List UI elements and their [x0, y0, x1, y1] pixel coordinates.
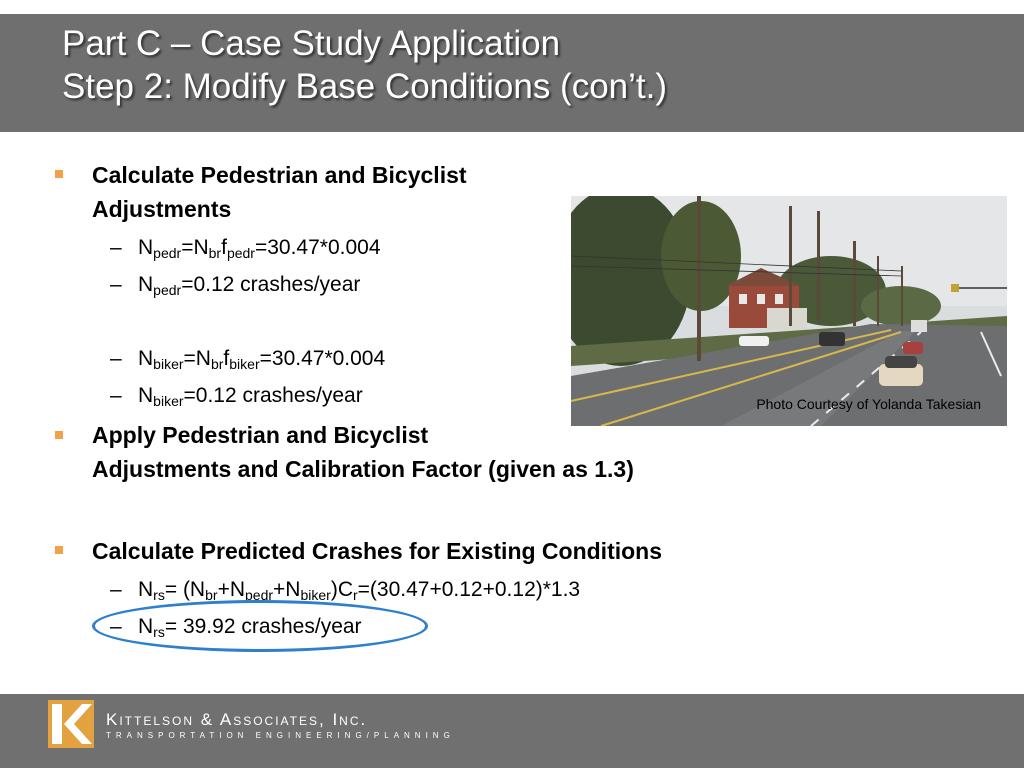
sub-bullet-dash: –	[110, 236, 122, 259]
eq-subscript: r	[353, 587, 358, 603]
eq-part: )C	[330, 578, 353, 601]
bullet-pedestrian-bicyclist	[92, 158, 467, 226]
eq-symbol: N	[138, 384, 154, 407]
eq-subscript: pedr	[226, 245, 255, 261]
title-line-1: Part C – Case Study Application	[62, 24, 561, 63]
sub-bullet-dash: –	[110, 615, 122, 638]
eq-part: =0.12 crashes/year	[181, 273, 361, 296]
road-photo	[571, 196, 1007, 426]
eq-part: =0.12 crashes/year	[183, 384, 363, 407]
equation-nbiker-formula	[110, 344, 385, 374]
sub-bullet-dash: –	[110, 347, 122, 370]
eq-part: =N	[181, 236, 209, 259]
eq-part: =(30.47+0.12+0.12)*1.3	[357, 578, 581, 601]
eq-subscript: br	[205, 587, 218, 603]
bullet-text-line: Calculate Predicted Crashes for Existing Conditions	[92, 538, 663, 564]
bullet-marker	[55, 170, 63, 178]
eq-part: =N	[183, 347, 211, 370]
sub-bullet-dash: –	[110, 273, 122, 296]
eq-symbol: N	[138, 578, 154, 601]
bullet-marker	[55, 431, 63, 439]
slide-title	[62, 22, 667, 108]
road-scene-illustration	[571, 196, 1007, 426]
equation-npedr-result	[110, 270, 360, 300]
bullet-apply-adjustments	[92, 418, 634, 486]
bullet-text-line: Adjustments and Calibration Factor (given as 1.3)	[92, 456, 634, 482]
eq-subscript: pedr	[245, 587, 274, 603]
bullet-text-line: Apply Pedestrian and Bicyclist	[92, 422, 429, 448]
equation-nbiker-result	[110, 381, 363, 411]
top-strip	[0, 0, 1024, 14]
eq-symbol: N	[138, 347, 154, 370]
eq-subscript: biker	[153, 393, 184, 409]
equation-npedr-formula	[110, 233, 381, 263]
bullet-text-line: Adjustments	[92, 196, 232, 222]
company-name: Kittelson & Associates, Inc.	[106, 710, 368, 729]
eq-part: f	[223, 347, 230, 370]
eq-subscript: rs	[153, 624, 165, 640]
eq-part: =30.47*0.004	[254, 236, 381, 259]
eq-subscript: biker	[229, 356, 260, 372]
result-highlight-ellipse	[92, 600, 428, 652]
sub-bullet-dash: –	[110, 384, 122, 407]
bullet-predicted-crashes	[92, 534, 662, 568]
eq-subscript: rs	[153, 587, 165, 603]
eq-part: f	[221, 236, 227, 259]
bullet-marker	[55, 546, 63, 554]
eq-part: =30.47*0.004	[259, 347, 386, 370]
sub-bullet-dash: –	[110, 578, 122, 601]
eq-subscript: biker	[300, 587, 331, 603]
title-line-2: Step 2: Modify Base Conditions (con’t.)	[62, 67, 668, 106]
equation-nrs-formula	[110, 575, 580, 605]
eq-symbol: N	[138, 236, 154, 259]
kittelson-logo	[48, 700, 94, 748]
eq-subscript: pedr	[153, 245, 182, 261]
eq-part: = (N	[164, 578, 206, 601]
eq-part: +N	[217, 578, 245, 601]
photo-credit: Photo Courtesy of Yolanda Takesian	[756, 396, 981, 412]
eq-part: = 39.92 crashes/year	[164, 615, 362, 638]
eq-subscript: br	[208, 245, 222, 261]
eq-symbol: N	[138, 273, 154, 296]
eq-part: +N	[273, 578, 301, 601]
eq-subscript: pedr	[153, 282, 182, 298]
eq-symbol: N	[138, 615, 154, 638]
company-tagline: TRANSPORTATION ENGINEERING/PLANNING	[106, 731, 455, 740]
eq-subscript: biker	[153, 356, 184, 372]
bullet-text-line: Calculate Pedestrian and Bicyclist	[92, 162, 467, 188]
eq-subscript: br	[210, 356, 224, 372]
